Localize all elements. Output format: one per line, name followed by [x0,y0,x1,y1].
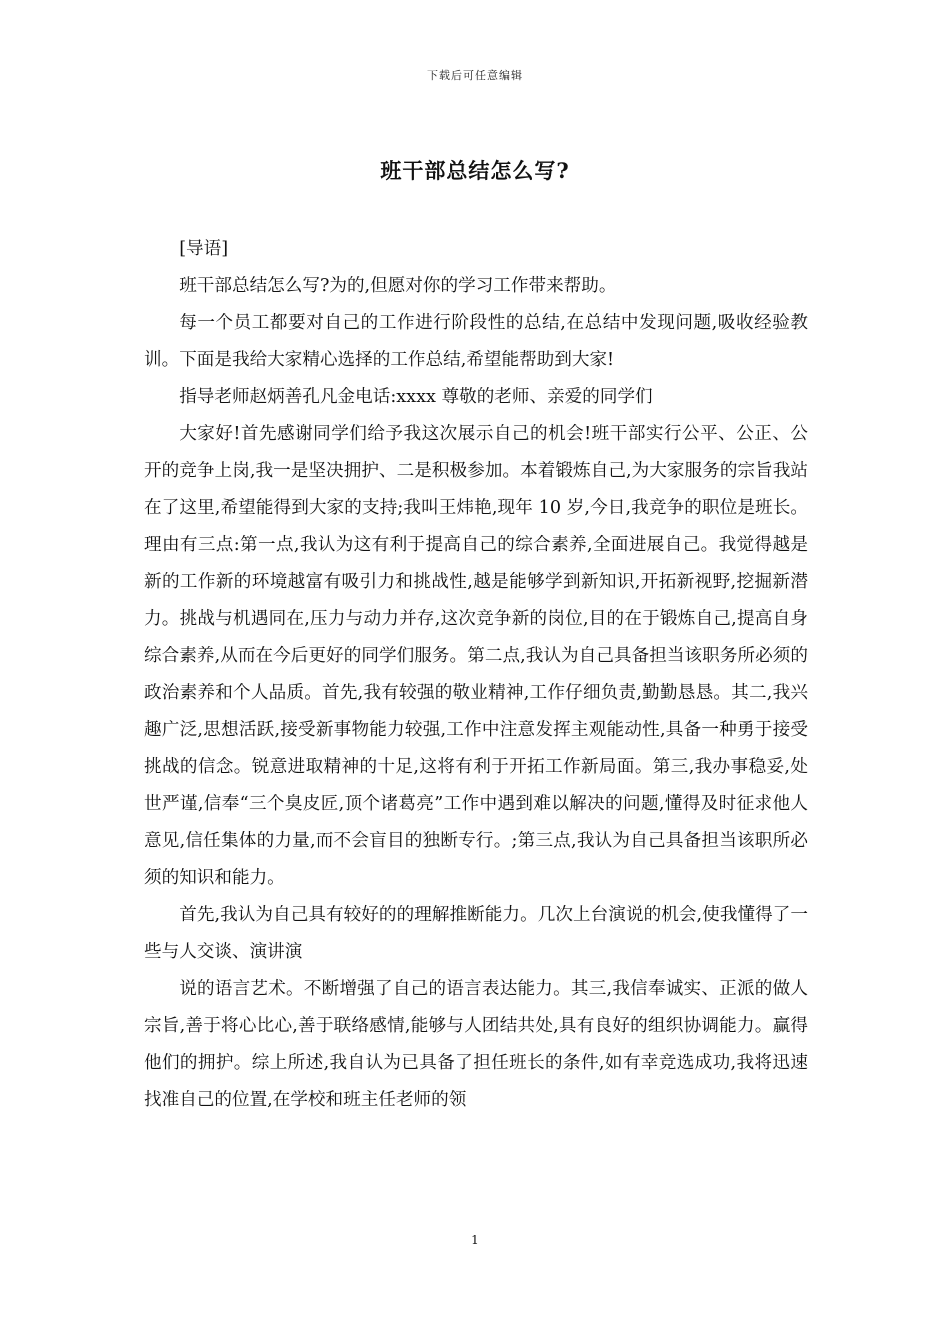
paragraph-conclusion: 说的语言艺术。不断增强了自己的语言表达能力。其三,我信奉诚实、正派的做人宗旨,善于将心比心,善于联络感情,能够与人团结共处,具有良好的组织协调能力。赢得他们的拥护。综上所述,我自认为已具备了担任班长的条件,如有幸竞选成功,我将迅速找准自己的位置,在学校和班主任老师的领 [144,979,808,1110]
paragraph-summary: 每一个员工都要对自己的工作进行阶段性的总结,在总结中发现问题,吸收经验教训。下面是我给大家精心选择的工作总结,希望能帮助到大家! [144,313,808,370]
paragraph-ability: 首先,我认为自己具有较好的的理解推断能力。几次上台演说的机会,使我懂得了一些与人交谈、演讲演 [144,905,808,962]
paragraph-speech-main: 大家好!首先感谢同学们给予我这次展示自己的机会!班干部实行公平、公正、公开的竞争上岗,我一是坚决拥护、二是积极参加。本着锻炼自己,为大家服务的宗旨我站在了这里,希望能得到大家的支持;我叫王炜艳,现年 10 岁,今日,我竞争的职位是班长。理由有三点:第一点,我认为这有利于提高自己的综合素养,全面进展自己。我觉得越是新的工作新的环境越富有吸引力和挑战性,越是能够学到新知识,开拓新视野,挖掘新潜力。挑战与机遇同在,压力与动力并存,这次竞争新的岗位,目的在于锻炼自己,提高自身综合素养,从而在今后更好的同学们服务。第二点,我认为自己具备担当该职务所必须的政治素养和个人品质。首先,我有较强的敬业精神,工作仔细负责,勤勤恳恳。其二,我兴趣广泛,思想活跃,接受新事物能力较强,工作中注意发挥主观能动性,具备一种勇于接受挑战的信念。锐意进取精神的十足,这将有利于开拓工作新局面。第三,我办事稳妥,处世严谨,信奉“三个臭皮匠,顶个诸葛亮”工作中遇到难以解决的问题,懂得及时征求他人意见,信任集体的力量,而不会盲目的独断专行。;第三点,我认为自己具备担当该职所必须的知识和能力。 [144,424,808,888]
paragraph-intro: 班干部总结怎么写?为的,但愿对你的学习工作带来帮助。 [179,276,617,296]
page-number: 1 [471,1233,479,1247]
paragraph-intro-label: [导语] [179,239,229,259]
document-title: 班干部总结怎么写? [380,158,570,183]
header-note: 下载后可任意编辑 [427,69,523,82]
document-body [144,231,808,1119]
paragraph-advisor: 指导老师赵炳善孔凡金电话:xxxx 尊敬的老师、亲爱的同学们 [179,387,653,407]
